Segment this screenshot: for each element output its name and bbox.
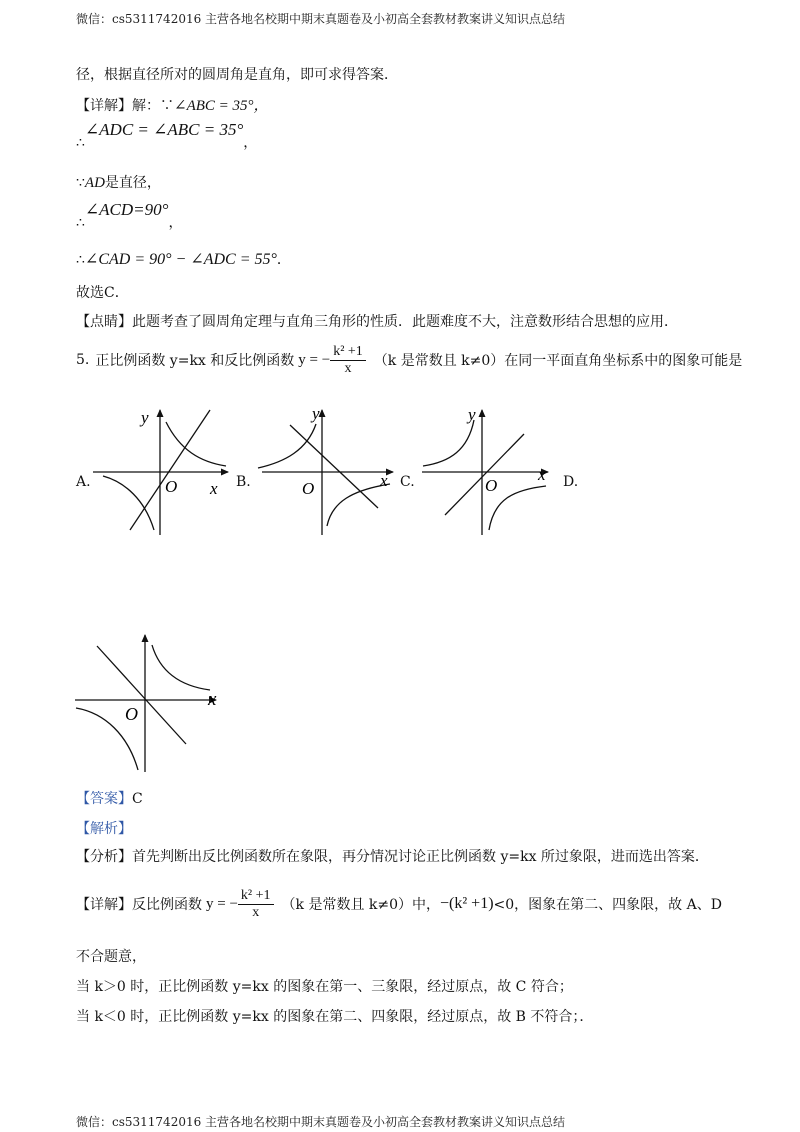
prev-hint-line: 径，根据直径所对的圆周角是直角，即可求得答案． — [76, 67, 398, 83]
graph-c-y-label: y — [468, 405, 476, 424]
answer-value: C — [132, 791, 143, 807]
analysis-tag: 【解析】 — [76, 821, 132, 837]
graph-a-origin: O — [165, 477, 178, 496]
graph-c-curve-lower — [489, 486, 546, 530]
answer-tag: 【答案】 — [76, 791, 132, 807]
answer-formula-denominator: x — [252, 904, 260, 920]
detail-line — [76, 884, 722, 924]
answer-formula-fraction — [238, 888, 274, 921]
because-symbol: ∵ — [76, 175, 85, 191]
graph-d-x-label: x — [208, 689, 217, 710]
graph-b-curve-upper — [258, 424, 316, 468]
answer-line — [76, 788, 143, 808]
option-label-d: D. — [563, 474, 579, 490]
answer-line2: 不合题意， — [76, 949, 146, 965]
graph-a-curve-upper — [166, 422, 226, 466]
step2-text: 是直径， — [104, 175, 161, 191]
option-label-c: C. — [400, 474, 415, 490]
comment-tag: 【点睛】 — [76, 314, 132, 330]
graph-a — [93, 410, 228, 535]
answer-detail-b: （k 是常数且 k≠0）中， — [281, 897, 441, 913]
detail-math: ∠ABC = 35°， — [174, 98, 269, 114]
therefore-symbol: ∴ — [76, 252, 85, 268]
step4-math: ∠CAD = 90° − ∠ADC = 55° — [84, 251, 277, 268]
graph-c-x-label: x — [538, 465, 546, 484]
graph-b-x-label: x — [380, 471, 388, 490]
graph-a-x-label: x — [210, 479, 218, 498]
fenxi-tag: 【分析】 — [76, 849, 132, 865]
detail-lead: 解：∵ — [132, 98, 174, 114]
fenxi-text: 首先判断出反比例函数所在象限，再分情况讨论正比例函数 y=kx 所过象限，进而选出答案． — [132, 849, 709, 865]
formula-denominator: x — [344, 360, 352, 376]
detail-tag: 【详解】 — [76, 98, 132, 114]
graph-b-y-label: y — [312, 404, 320, 423]
graph-b-origin: O — [302, 479, 315, 498]
graph-c-line — [445, 434, 524, 515]
graph-c-origin: O — [485, 476, 498, 495]
graph-d — [75, 635, 216, 772]
step1-math: ∠ADC = ∠ABC = 35° — [84, 120, 244, 139]
question-number: 5. — [76, 352, 90, 368]
answer-line4: 当 k＜0 时，正比例函数 y=kx 的图象在第二、四象限，经过原点，故 B 不符合；． — [76, 1009, 594, 1025]
answer-detail-expr: −(k² +1) — [440, 895, 494, 912]
step4-end: ． — [276, 252, 291, 268]
graph-a-y-label: y — [141, 408, 149, 427]
therefore-symbol: ∴ — [76, 135, 85, 151]
page-footer: 微信：cs5311742016 主营各地名校期中期末真题卷及小初高全套教材教案讲义知识点总结 — [76, 1115, 566, 1129]
graph-a-line — [130, 410, 210, 530]
step1-end: ， — [243, 135, 258, 151]
question-text-b: （k 是常数且 k≠0）在同一平面直角坐标系中的图象可能是 — [373, 353, 743, 369]
graph-c — [422, 410, 548, 535]
answer-detail-a: 反比例函数 — [132, 897, 202, 913]
graph-d-origin: O — [125, 704, 138, 724]
answer-detail-tag: 【详解】 — [76, 897, 132, 913]
graph-d-line — [97, 646, 186, 744]
comment-text: 此题考查了圆周角定理与直角三角形的性质．此题难度不大，注意数形结合思想的应用． — [132, 314, 678, 330]
formula-numerator: k² +1 — [330, 344, 366, 361]
option-label-a: A. — [76, 474, 91, 490]
therefore-symbol: ∴ — [76, 215, 85, 231]
question-text-a: 正比例函数 y=kx 和反比例函数 — [95, 353, 295, 369]
answer-line3: 当 k＞0 时，正比例函数 y=kx 的图象在第一、三象限，经过原点，故 C 符合； — [76, 979, 573, 995]
prev-choice: 故选C． — [76, 285, 129, 301]
page-header: 微信：cs5311742016 主营各地名校期中期末真题卷及小初高全套教材教案讲义知识点总结 — [76, 12, 566, 26]
graph-d-curve-upper — [152, 645, 210, 690]
graph-c-curve-upper — [423, 420, 474, 466]
step3-math: ∠ACD=90° — [84, 200, 169, 219]
graph-b — [258, 410, 393, 535]
answer-formula-numerator: k² +1 — [238, 888, 274, 905]
answer-detail-c: <0，图象在第二、四象限，故 A、D — [493, 897, 722, 913]
fenxi-line — [76, 846, 709, 866]
step3-end: ， — [168, 215, 183, 231]
answer-formula-lhs: y = − — [206, 895, 238, 912]
step2-math: AD — [84, 175, 105, 191]
graph-a-curve-lower — [103, 476, 154, 530]
option-label-b: B. — [236, 474, 251, 490]
formula-lhs: y = − — [298, 351, 331, 368]
